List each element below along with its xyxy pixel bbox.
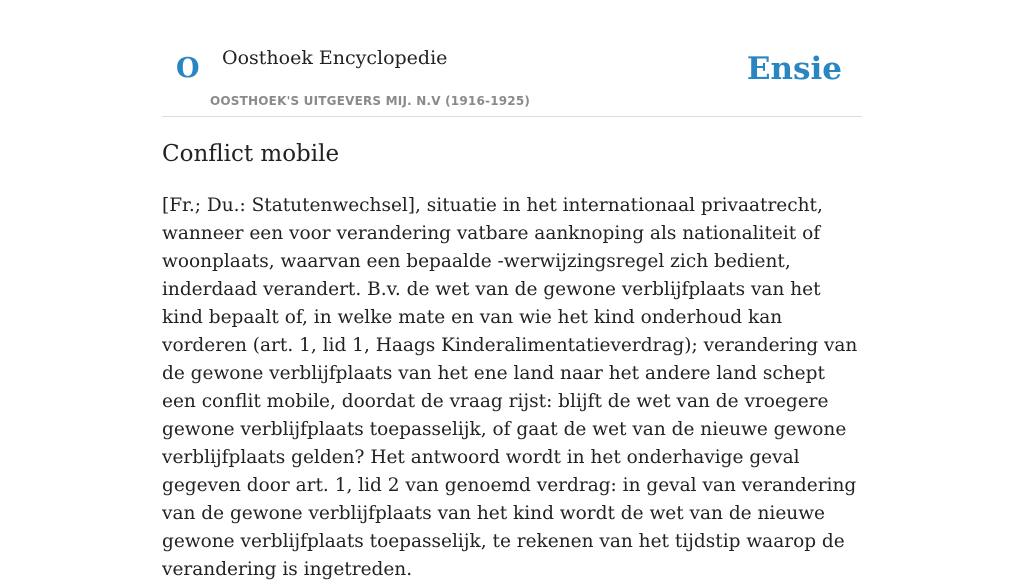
site-header [162,0,862,117]
brand-logo[interactable]: Ensie [746,51,842,87]
site-title[interactable]: Oosthoek Encyclopedie [222,47,448,69]
page-container [162,0,862,580]
publisher-subtitle: OOSTHOEK'S UITGEVERS MIJ. N.V (1916-1925) [210,94,531,108]
site-logo[interactable]: O [176,53,200,84]
entry-title: Conflict mobile [162,141,340,167]
entry-body: [Fr.; Du.: Statutenwechsel], situatie in het internationaal privaatrecht, wanneer een voor verandering vatbare aanknoping als nationaliteit of woonplaats, waarvan een bepaalde -werwijzingsregel zich bedient, inderdaad verandert. B.v. de wet van de gewone verblijfplaats van het kind bepaalt of, in welke mate en van wie het kind onderhoud kan vorderen (art. 1, lid 1, Haags Kinderalimentatieverdrag); verandering van de gewone verblijfplaats van het ene land naar het andere land schept een conflit mobile, doordat de vraag rijst: blijft de wet van de vroegere gewone verblijfplaats toepasselijk, of gaat de wet van de nieuwe gewone verblijfplaats gelden? Het antwoord wordt in het onderhavige geval gegeven door art. 1, lid 2 van genoemd verdrag: in geval van verandering van de gewone verblijfplaats van het kind wordt de wet van de nieuwe gewone verblijfplaats toepasselijk, te rekenen van het tijdstip waarop de verandering is ingetreden. [162,195,858,580]
